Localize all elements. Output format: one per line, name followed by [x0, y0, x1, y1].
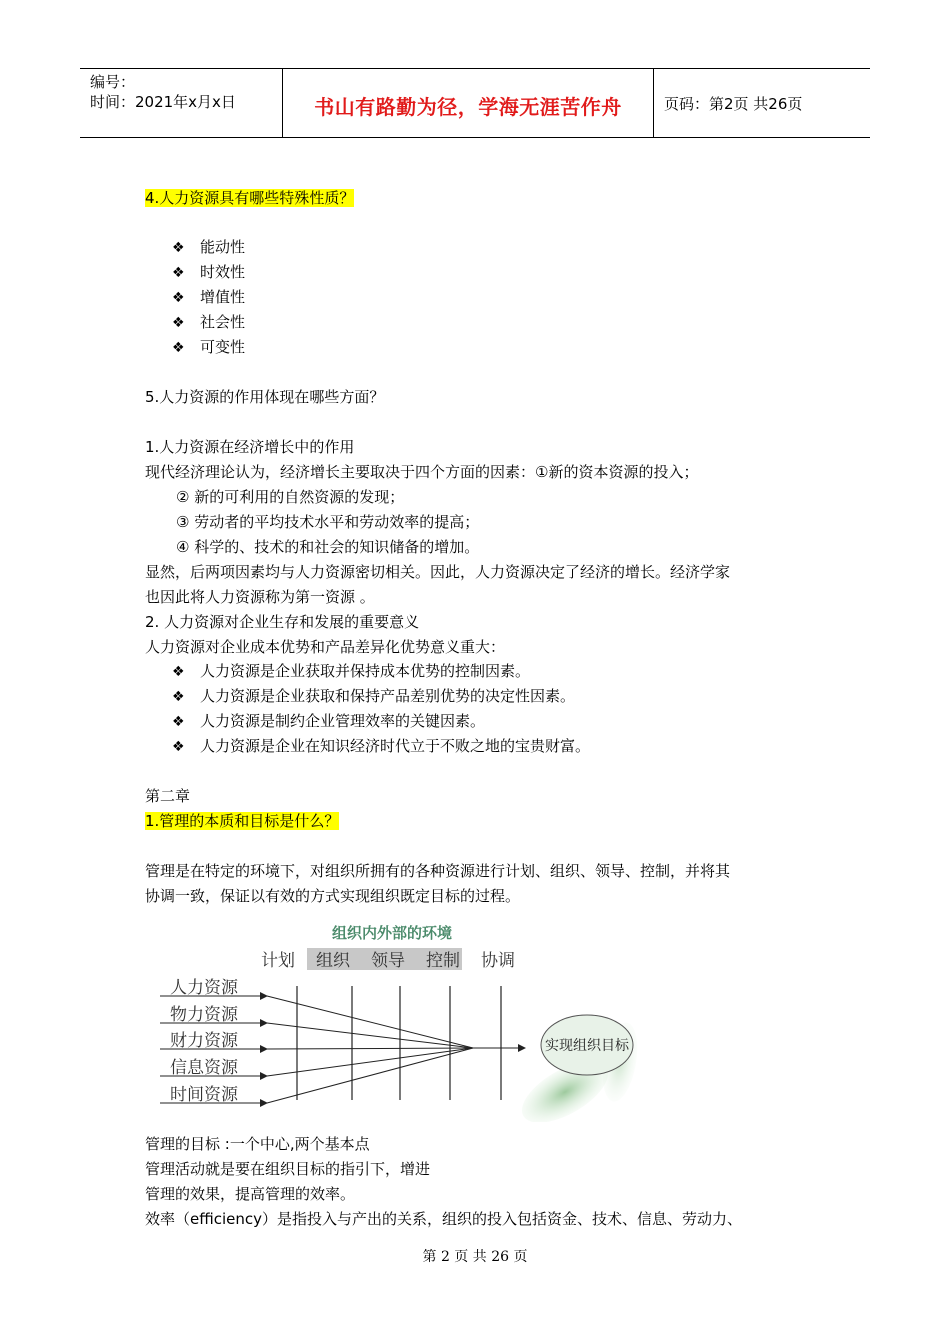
diagram-title: 组织内外部的环境	[331, 924, 453, 942]
function-label: 控制	[426, 951, 460, 971]
list-item: ❖ 可变性	[172, 338, 246, 356]
q4-heading	[145, 187, 354, 208]
diamond-bullet-icon: ❖	[172, 340, 185, 356]
goal-line: 管理的效果，提高管理的效率。	[145, 1185, 356, 1203]
resource-label: 物力资源	[170, 1005, 238, 1025]
c2-q1-paragraph: 协调一致，保证以有效的方式实现组织既定目标的过程。	[145, 887, 521, 905]
page-footer: 第 2 页 共 26 页	[422, 1249, 528, 1265]
s1-title: 1.人力资源在经济增长中的作用	[145, 438, 355, 456]
s1-factor: ④ 科学的、技术的和社会的知识储备的增加。	[176, 538, 480, 556]
function-label: 组织	[316, 951, 350, 971]
page-code: 页码：第2页 共26页	[664, 95, 803, 113]
header-page-cell	[654, 69, 870, 137]
c2-q1-paragraph: 管理是在特定的环境下，对组织所拥有的各种资源进行计划、组织、领导、控制，并将其	[145, 862, 731, 880]
resource-label: 人力资源	[170, 978, 238, 998]
header-motto-cell	[283, 69, 654, 137]
diamond-bullet-icon: ❖	[172, 714, 185, 730]
goal-line: 管理的目标 :一个中心,两个基本点	[145, 1135, 370, 1153]
document-number-label: 编号：	[90, 73, 136, 91]
motto: 书山有路勤为径，学海无涯苦作舟	[314, 95, 622, 119]
chapter-heading: 第二章	[145, 787, 191, 805]
s1-conclusion: 显然，后两项因素均与人力资源密切相关。因此，人力资源决定了经济的增长。经济学家	[145, 563, 731, 581]
s1-factor: ② 新的可利用的自然资源的发现；	[176, 488, 405, 506]
function-label: 领导	[371, 951, 405, 971]
list-item: ❖ 人力资源是企业获取并保持成本优势的控制因素。	[172, 662, 531, 680]
resource-label: 时间资源	[170, 1085, 238, 1105]
function-label: 协调	[481, 951, 515, 971]
diamond-bullet-icon: ❖	[172, 315, 185, 331]
c2-q1-title: 1.管理的本质和目标是什么？	[145, 812, 340, 830]
diamond-bullet-icon: ❖	[172, 664, 185, 680]
goal-label: 实现组织目标	[545, 1038, 629, 1054]
goal-line: 管理活动就是要在组织目标的指引下，增进	[145, 1160, 431, 1178]
q5-heading: 5.人力资源的作用体现在哪些方面？	[145, 388, 385, 406]
s1-intro: 现代经济理论认为，经济增长主要取决于四个方面的因素：①新的资本资源的投入；	[145, 463, 699, 481]
resource-label: 信息资源	[170, 1058, 238, 1078]
diamond-bullet-icon: ❖	[172, 739, 185, 755]
function-dividers	[297, 986, 501, 1100]
s2-title: 2. 人力资源对企业生存和发展的重要意义	[145, 613, 420, 631]
header-table	[80, 68, 870, 138]
list-item: ❖ 时效性	[172, 263, 246, 281]
diamond-bullet-icon: ❖	[172, 265, 185, 281]
s2-intro: 人力资源对企业成本优势和产品差异化优势意义重大：	[145, 638, 506, 656]
convergence-lines	[267, 996, 473, 1103]
management-process-diagram	[145, 912, 645, 1122]
list-item: ❖ 人力资源是企业在知识经济时代立于不败之地的宝贵财富。	[172, 737, 591, 755]
q4-title: 4.人力资源具有哪些特殊性质？	[145, 189, 355, 207]
resource-label: 财力资源	[170, 1031, 238, 1051]
list-item: ❖ 人力资源是企业获取和保持产品差别优势的决定性因素。	[172, 687, 576, 705]
document-time-label: 时间：2021年x月x日	[90, 93, 236, 111]
diamond-bullet-icon: ❖	[172, 689, 185, 705]
function-label: 计划	[261, 951, 295, 971]
s1-conclusion: 也因此将人力资源称为第一资源 。	[145, 588, 375, 606]
goal-line: 效率（efficiency）是指投入与产出的关系，组织的投入包括资金、技术、信息、劳动力、	[145, 1210, 743, 1228]
diamond-bullet-icon: ❖	[172, 240, 185, 256]
header-left-cell	[80, 69, 283, 137]
c2-q1-heading	[145, 810, 339, 831]
list-item: ❖ 增值性	[172, 288, 246, 306]
s1-factor: ③ 劳动者的平均技术水平和劳动效率的提高；	[176, 513, 480, 531]
list-item: ❖ 能动性	[172, 238, 246, 256]
list-item: ❖ 社会性	[172, 313, 246, 331]
diamond-bullet-icon: ❖	[172, 290, 185, 306]
list-item: ❖ 人力资源是制约企业管理效率的关键因素。	[172, 712, 486, 730]
